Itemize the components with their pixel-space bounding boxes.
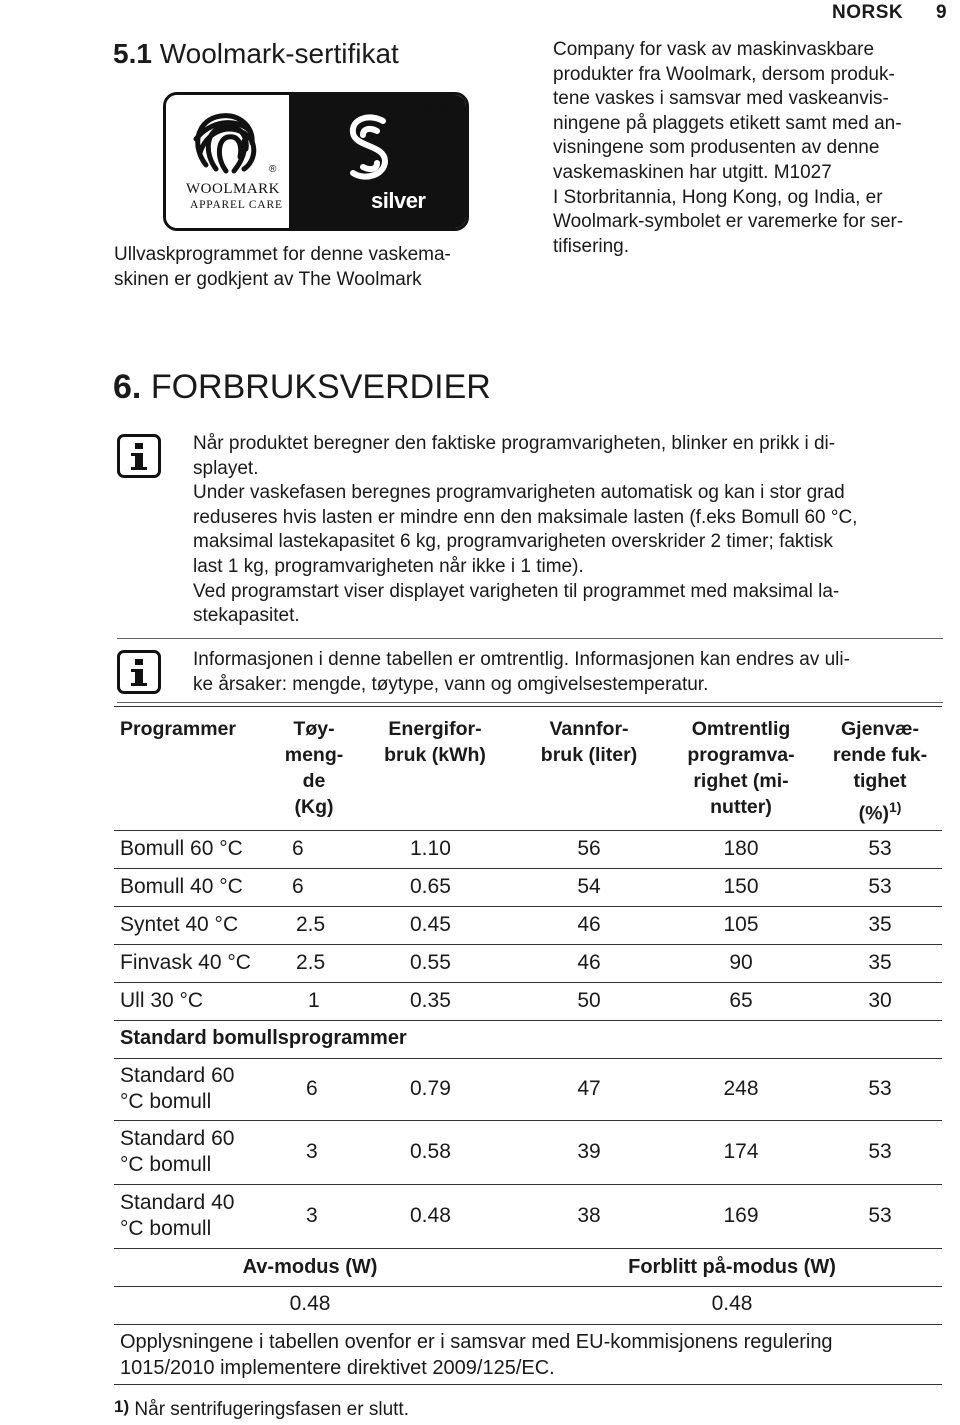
header-line: bruk (kWh) — [384, 744, 486, 766]
table-line — [114, 1184, 942, 1185]
col-header-duration — [668, 716, 814, 820]
cell-program: °C bomull — [120, 1153, 212, 1176]
footnote-text: Når sentrifugeringsfasen er slutt. — [134, 1399, 409, 1420]
header-footnote-marker: 1) — [888, 799, 902, 815]
header-line: de — [302, 770, 326, 792]
table-row — [120, 874, 243, 900]
cell-moisture: 53 — [868, 875, 892, 898]
cell-water: 46 — [577, 913, 601, 936]
header-line: rende fuk- — [832, 744, 928, 766]
header-line: meng- — [284, 744, 344, 766]
cell-program: °C bomull — [120, 1217, 212, 1240]
info-line: stekapasitet. — [193, 605, 300, 627]
cell-energy: 0.58 — [410, 1140, 451, 1163]
cell-moisture: 53 — [868, 837, 892, 860]
cell-program: °C bomull — [120, 1090, 212, 1113]
cell-water: 56 — [577, 837, 601, 860]
description-line: produkter fra Woolmark, dersom produk- — [553, 63, 895, 85]
cell-water: 38 — [577, 1204, 601, 1227]
cell-load: 3 — [306, 1204, 318, 1227]
header-line: (Kg) — [294, 796, 334, 818]
cell-duration: 90 — [729, 951, 753, 974]
info-divider — [117, 638, 943, 639]
header-line: tighet — [853, 770, 907, 792]
section-number: 5.1 — [113, 38, 152, 69]
info-icon — [117, 434, 161, 478]
woolmark-caption — [114, 243, 534, 292]
cell-duration: 105 — [723, 913, 759, 936]
cell-water: 47 — [577, 1077, 601, 1100]
cell-energy: 1.10 — [410, 837, 451, 860]
table-row — [120, 1190, 234, 1242]
footnote — [114, 1394, 409, 1423]
table-line — [114, 1058, 942, 1059]
col-header-load — [272, 716, 356, 820]
silver-label: silver — [371, 188, 426, 213]
table-row — [120, 912, 238, 938]
cell-moisture: 35 — [868, 951, 892, 974]
header-line: Omtrentlig — [691, 718, 791, 740]
table-line — [114, 1248, 942, 1249]
table-row — [120, 1063, 234, 1115]
header-line: Tøy- — [293, 718, 335, 740]
off-mode-label: Av-modus (W) — [242, 1256, 378, 1278]
cell-energy: 0.45 — [410, 913, 451, 936]
info-line: maksimal lastekapasitet 6 kg, programvarigheten overskrider 2 timer; faktisk — [193, 531, 833, 553]
cell-energy: 0.48 — [410, 1204, 451, 1227]
info-line: Informasjonen i denne tabellen er omtrentlig. Informasjonen kan endres av uli- — [193, 649, 850, 670]
standard-programs-heading: Standard bomullsprogrammer — [120, 1027, 407, 1049]
cell-moisture: 35 — [868, 913, 892, 936]
table-body — [114, 836, 942, 1026]
col-header-moisture — [818, 716, 942, 827]
cell-load: 2.5 — [296, 913, 326, 936]
description-line: vaskemaskinen har utgitt. M1027 — [553, 161, 832, 183]
cell-program: Bomull 60 °C — [120, 837, 243, 860]
cell-energy: 0.65 — [410, 875, 451, 898]
info-divider — [117, 702, 943, 703]
woolmark-description — [553, 38, 953, 259]
cell-load: 2.5 — [296, 951, 326, 974]
col-header-program — [114, 716, 274, 742]
header-line: nutter) — [710, 796, 772, 818]
header-line: Programmer — [120, 718, 236, 740]
woolmark-logo-text: WOOLMARK — [186, 181, 280, 197]
col-header-energy — [360, 716, 510, 768]
table-note — [120, 1329, 950, 1381]
header-line — [818, 794, 942, 827]
header-language: NORSK — [832, 2, 904, 23]
section-title-text: FORBRUKSVERDIER — [150, 368, 491, 406]
cell-duration: 169 — [723, 1204, 759, 1227]
woolmark-section-title — [113, 38, 399, 70]
note-line: 1015/2010 implementere direktivet 2009/125/EC. — [120, 1357, 555, 1379]
table-top-line — [114, 706, 942, 707]
info-line: last 1 kg, programvarigheten når ikke i 1 time). — [193, 555, 584, 577]
table-line — [114, 1324, 942, 1325]
table-line — [114, 830, 942, 831]
info-text-2 — [193, 648, 953, 697]
cell-duration: 150 — [723, 875, 759, 898]
woolmark-logo-left — [166, 95, 289, 228]
section6-title — [113, 368, 491, 406]
woolmark-logo-subtext: APPAREL CARE — [190, 199, 283, 211]
table-line — [114, 982, 942, 983]
header-line: Gjenvæ- — [840, 718, 920, 740]
header-line: righet (mi- — [693, 770, 789, 792]
cell-moisture: 53 — [868, 1077, 892, 1100]
cell-load: 6 — [306, 1077, 318, 1100]
table-line — [114, 1120, 942, 1121]
description-line: Woolmark-symbolet er varemerke for ser- — [553, 211, 904, 233]
section-title-text: Woolmark-sertifikat — [159, 38, 399, 69]
cell-duration: 248 — [723, 1077, 759, 1100]
cell-program: Standard 60 — [120, 1127, 235, 1150]
info-line: splayet. — [193, 457, 259, 479]
page-number: 9 — [936, 2, 947, 23]
description-line: tene vaskes i samsvar med vaskeanvis- — [553, 88, 889, 110]
woolmark-logo — [163, 92, 469, 231]
table-row — [120, 988, 203, 1014]
info-icon — [117, 650, 161, 694]
description-line: ningene på plaggets etikett samt med an- — [553, 112, 902, 134]
cell-duration: 180 — [723, 837, 759, 860]
table-line — [114, 868, 942, 869]
table-row — [120, 950, 251, 976]
header-line: Energifor- — [388, 718, 482, 740]
left-on-mode-value: 0.48 — [711, 1292, 753, 1315]
footnote-marker: 1) — [114, 1397, 130, 1416]
info-line: Under vaskefasen beregnes programvarigheten automatisk og kan i stor grad — [193, 482, 845, 504]
page-header — [0, 2, 960, 24]
cell-program: Finvask 40 °C — [120, 951, 251, 974]
header-line: Vannfor- — [549, 718, 629, 740]
note-line: Opplysningene i tabellen ovenfor er i samsvar med EU-kommisjonens regulering — [120, 1331, 833, 1353]
table-line — [114, 944, 942, 945]
table-line — [114, 1020, 942, 1021]
cell-moisture: 53 — [868, 1140, 892, 1163]
cell-moisture: 53 — [868, 1204, 892, 1227]
registered-mark: ® — [269, 164, 277, 175]
cell-water: 39 — [577, 1140, 601, 1163]
cell-energy: 0.79 — [410, 1077, 451, 1100]
cell-water: 46 — [577, 951, 601, 974]
cell-energy: 0.55 — [410, 951, 451, 974]
cell-load: 1 — [308, 989, 320, 1012]
info-line: Ved programstart viser displayet varigheten til programmet med maksimal la- — [193, 580, 840, 602]
cell-moisture: 30 — [868, 989, 892, 1012]
cell-program: Bomull 40 °C — [120, 875, 243, 898]
table-bottom-line — [114, 1384, 942, 1385]
cell-duration: 65 — [729, 989, 753, 1012]
info-line: Når produktet beregner den faktiske programvarigheten, blinker en prikk i di- — [193, 433, 836, 454]
header-line: programva- — [687, 744, 795, 766]
description-line: Company for vask av maskinvaskbare — [553, 39, 875, 60]
cell-program: Standard 60 — [120, 1064, 235, 1087]
caption-line: skinen er godkjent av The Woolmark — [114, 268, 422, 290]
table-line — [114, 906, 942, 907]
section-number: 6. — [113, 368, 142, 406]
cell-load: 6 — [292, 837, 304, 860]
cell-water: 54 — [577, 875, 601, 898]
info-line: reduseres hvis lasten er mindre enn den maksimale lasten (f.eks Bomull 60 °C, — [193, 506, 858, 528]
rating-stars: ★☆☆ — [408, 97, 454, 117]
cell-load: 6 — [292, 875, 304, 898]
info-line: ke årsaker: mengde, tøytype, vann og omgivelsestemperatur. — [193, 673, 709, 695]
description-line: visningene som produsenten av denne — [553, 137, 880, 159]
description-line: I Storbritannia, Hong Kong, og India, er — [553, 186, 883, 208]
cell-program: Syntet 40 °C — [120, 913, 239, 936]
left-on-mode-label: Forblitt på-modus (W) — [628, 1256, 836, 1278]
cell-energy: 0.35 — [410, 989, 451, 1012]
col-header-water — [514, 716, 664, 768]
header-line: bruk (liter) — [540, 744, 638, 766]
cell-program: Standard 40 — [120, 1191, 235, 1214]
description-line: tifisering. — [553, 235, 630, 257]
cell-program: Ull 30 °C — [120, 989, 204, 1012]
table-row — [120, 1126, 234, 1178]
info-text-1 — [193, 432, 953, 629]
caption-line: Ullvaskprogrammet for denne vaskema- — [114, 244, 451, 265]
off-mode-value: 0.48 — [289, 1292, 331, 1315]
table-line — [114, 1286, 942, 1287]
cell-water: 50 — [577, 989, 601, 1012]
header-unit: (%) — [858, 802, 889, 825]
cell-load: 3 — [306, 1140, 318, 1163]
cell-duration: 174 — [723, 1140, 759, 1163]
silver-s-icon — [341, 111, 401, 187]
